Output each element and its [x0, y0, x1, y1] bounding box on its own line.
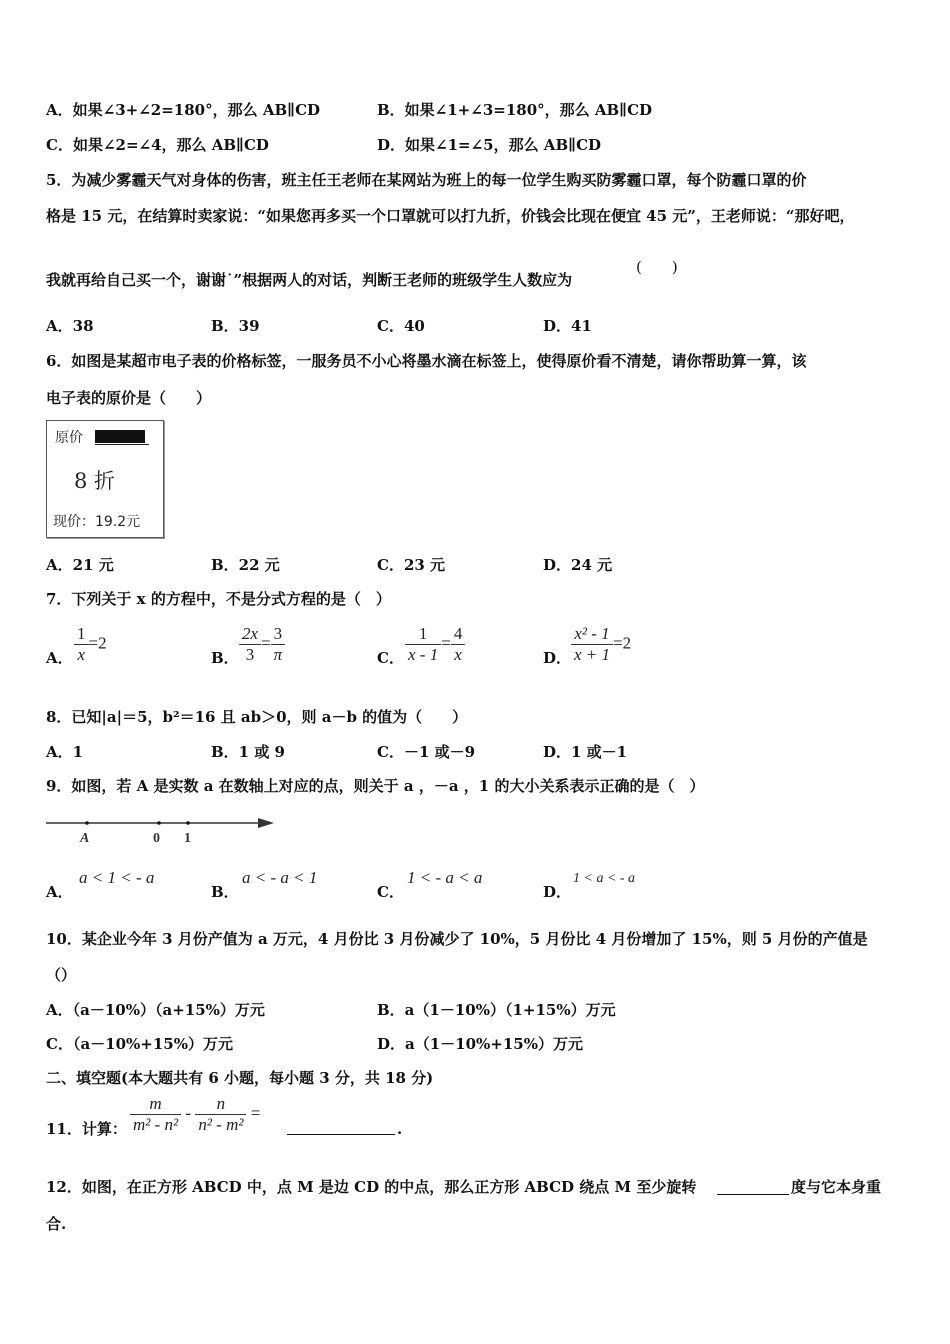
equals: = [250, 1103, 261, 1123]
frac-num: 1 [77, 624, 86, 643]
q5-answer-paren: ( ) [636, 258, 678, 276]
number-line-figure [40, 812, 280, 848]
q5-stem-line3: 我就再给自己买一个，谢谢˙”根据两人的对话，判断王老师的班级学生人数应为 [46, 271, 573, 289]
point-a-marker [85, 821, 89, 825]
q9-label-b: B． [211, 883, 239, 901]
q7-label-d: D． [543, 649, 572, 667]
q7-stem: 7．下列关于 x 的方程中，不是分式方程的是（ ） [46, 590, 391, 608]
q10-option-c: C．（a－10%+15%）万元 [46, 1035, 233, 1053]
q12-stem-line2: 合. [46, 1215, 67, 1233]
q9-option-b-expr: a < - a < 1 [242, 868, 318, 887]
price-tag-original-label: 原价 [55, 430, 83, 446]
q11-formula [130, 1094, 260, 1135]
q11-answer-blank[interactable] [287, 1134, 395, 1135]
ink-blot [95, 430, 145, 443]
q8-option-c: C．－1 或－9 [377, 743, 476, 761]
q9-option-c-expr: 1 < - a < a [407, 868, 483, 887]
q8-stem: 8．已知|a|＝5，b²＝16 且 ab＞0，则 a－b 的值为（ ） [46, 708, 468, 726]
q12-answer-blank[interactable] [717, 1194, 789, 1195]
point-one-marker [186, 821, 190, 825]
q9-option-a-expr: a < 1 < - a [79, 868, 155, 887]
rhs: =2 [88, 633, 107, 653]
q5-option-d: D．41 [543, 317, 592, 335]
q7-label-b: B． [211, 649, 239, 667]
q12-stem-line1b: 度与它本身重 [791, 1178, 882, 1196]
frac-num: 1 [418, 624, 428, 643]
frac-num: x² - 1 [574, 624, 610, 643]
frac-den: x - 1 [405, 644, 441, 665]
q4-option-a: A．如果∠3+∠2=180°，那么 AB∥CD [46, 101, 321, 119]
q7-option-b-formula [239, 624, 285, 665]
minus-sign: - [185, 1103, 192, 1123]
q9-label-a: A． [46, 883, 73, 901]
q10-stem-line1: 10．某企业今年 3 月份产值为 a 万元，4 月份比 3 月份减少了 10%，5 月份比 4 月份增加了 15%，则 5 月份的产值是 [46, 930, 868, 948]
frac-num: 2x [242, 624, 259, 643]
frac-den: π [271, 644, 286, 665]
q6-option-d: D．24 元 [543, 556, 613, 574]
frac-num: 3 [273, 624, 283, 643]
q8-option-a: A．1 [46, 743, 84, 761]
q6-stem-line2: 电子表的原价是（ ） [46, 389, 212, 407]
price-tag-current: 现价：19.2元 [53, 514, 141, 530]
q5-option-b: B．39 [211, 317, 260, 335]
rhs: =2 [613, 633, 632, 653]
frac-den: x [74, 644, 89, 665]
q6-option-a: A．21 元 [46, 556, 114, 574]
axis-label-one: 1 [184, 831, 191, 846]
q8-option-d: D．1 或－1 [543, 743, 628, 761]
q8-option-b: B．1 或 9 [211, 743, 285, 761]
q10-option-a: A．（a－10%）（a+15%）万元 [46, 1001, 265, 1019]
q11-label: 11．计算： [46, 1120, 127, 1138]
frac-num: n [216, 1094, 226, 1113]
q9-label-d: D． [543, 883, 572, 901]
q9-stem: 9．如图，若 A 是实数 a 在数轴上对应的点，则关于 a ，－a ，1 的大小关系表示正确的是（ ） [46, 777, 705, 795]
q4-option-d: D．如果∠1=∠5，那么 AB∥CD [377, 136, 602, 154]
q6-stem-line1: 6．如图是某超市电子表的价格标签，一服务员不小心将墨水滴在标签上，使得原价看不清楚，请你帮助算一算，该 [46, 352, 807, 370]
q7-label-a: A． [46, 649, 73, 667]
q6-option-c: C．23 元 [377, 556, 446, 574]
axis-label-a: A [80, 831, 90, 846]
frac-den: n² - m² [195, 1114, 246, 1135]
section-heading: 二、填空题(本大题共有 6 小题，每小题 3 分，共 18 分) [46, 1069, 434, 1087]
q6-option-b: B．22 元 [211, 556, 280, 574]
q9-option-d-expr: 1 < a < - a [573, 871, 636, 886]
frac-den: x + 1 [571, 644, 613, 665]
q5-option-c: C．40 [377, 317, 425, 335]
q10-option-b: B．a（1－10%）（1+15%）万元 [377, 1001, 616, 1019]
q10-option-d: D．a（1－10%+15%）万元 [377, 1035, 583, 1053]
axis-label-zero: 0 [153, 831, 160, 846]
frac-den: x [451, 644, 466, 665]
equals: = [441, 633, 451, 653]
q5-option-a: A．38 [46, 317, 94, 335]
arrow-head-icon [258, 818, 274, 828]
equals: = [261, 633, 271, 653]
price-underline [95, 444, 149, 445]
q12-stem-line1a: 12．如图，在正方形 ABCD 中，点 M 是边 CD 的中点，那么正方形 ABCD 绕点 M 至少旋转 [46, 1178, 697, 1196]
frac-num: m [149, 1094, 162, 1113]
q11-period: . [397, 1120, 403, 1138]
price-tag-figure [46, 420, 164, 538]
frac-den: 3 [239, 644, 261, 665]
q10-stem-line2: （） [46, 966, 77, 984]
frac-den: m² - n² [130, 1114, 181, 1135]
q7-option-a-formula [74, 624, 107, 665]
q7-label-c: C． [377, 649, 404, 667]
q7-option-c-formula [405, 624, 465, 665]
q9-label-c: C． [377, 883, 404, 901]
q4-option-b: B．如果∠1+∠3=180°，那么 AB∥CD [377, 101, 653, 119]
frac-num: 4 [453, 624, 463, 643]
point-zero-marker [157, 821, 161, 825]
q5-stem-line2: 格是 15 元，在结算时卖家说：“如果您再多买一个口罩就可以打九折，价钱会比现在便宜 45 元”，王老师说：“那好吧， [46, 207, 855, 225]
q4-option-c: C．如果∠2=∠4，那么 AB∥CD [46, 136, 269, 154]
q5-stem-line1: 5．为减少雾霾天气对身体的伤害，班主任王老师在某网站为班上的每一位学生购买防雾霾口罩，每个防霾口罩的价 [46, 171, 807, 189]
price-tag-discount: 8 折 [74, 469, 116, 493]
q7-option-d-formula [571, 624, 631, 665]
